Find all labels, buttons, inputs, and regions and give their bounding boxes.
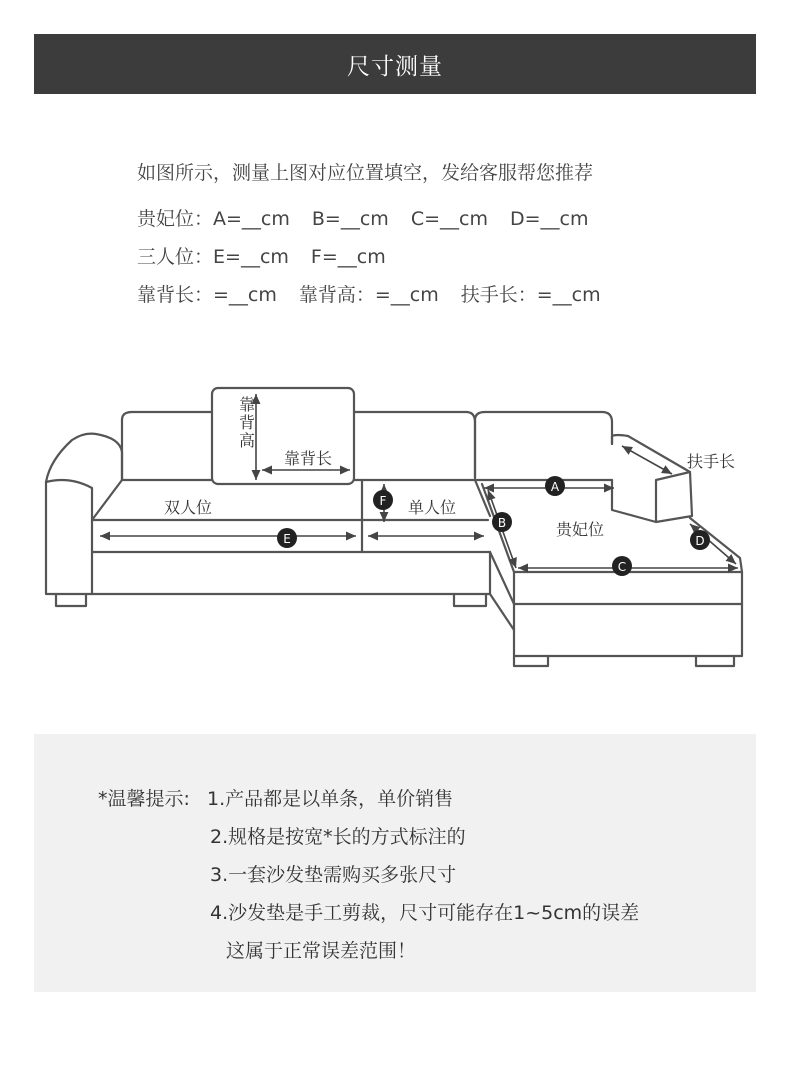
measure-c: C=__cm xyxy=(410,208,488,230)
instructions xyxy=(137,154,757,314)
sofa-outline xyxy=(46,412,742,666)
svg-text:E: E xyxy=(283,532,291,546)
chaise-measure-row xyxy=(137,200,757,238)
marker-b xyxy=(492,512,512,532)
chaise-label: 贵妃位 xyxy=(556,520,605,539)
tip-2: 2.规格是按宽*长的方式标注的 xyxy=(210,826,466,848)
measure-b: B=__cm xyxy=(311,208,389,230)
tip-3: 3.一套沙发垫需购买多张尺寸 xyxy=(210,864,457,886)
marker-f xyxy=(373,490,393,510)
marker-c xyxy=(612,556,632,576)
double-seat-label: 双人位 xyxy=(164,498,213,517)
sofa-diagram xyxy=(0,340,790,700)
cushion-measure-row xyxy=(137,276,757,314)
measure-armrest-length: 扶手长：=__cm xyxy=(460,284,601,306)
measure-back-height: 靠背高：=__cm xyxy=(298,284,439,306)
marker-d xyxy=(690,530,710,550)
marker-a xyxy=(545,476,565,496)
svg-text:C: C xyxy=(617,560,627,574)
svg-text:D: D xyxy=(695,534,705,548)
three-seat-measure-row xyxy=(137,238,757,276)
header-bar xyxy=(34,34,756,94)
svg-text:A: A xyxy=(550,480,560,494)
back-height-label: 靠背高 xyxy=(236,396,256,450)
marker-e xyxy=(277,528,297,548)
armrest-length-label: 扶手长 xyxy=(687,452,736,471)
tip-4: 4.沙发垫是手工剪裁，尺寸可能存在1~5cm的误差 xyxy=(210,902,640,924)
measure-back-length: 靠背长：=__cm xyxy=(137,284,277,306)
svg-text:B: B xyxy=(497,516,507,530)
row-label: 贵妃位： xyxy=(137,208,214,230)
tip-4-continued: 这属于正常误差范围！ xyxy=(226,940,417,962)
svg-text:F: F xyxy=(379,494,387,508)
measure-e: E=__cm xyxy=(213,246,289,268)
measure-a: A=__cm xyxy=(213,208,290,230)
instructions-intro: 如图所示，测量上图对应位置填空，发给客服帮您推荐 xyxy=(137,162,594,184)
measure-d: D=__cm xyxy=(509,208,589,230)
row-label: 三人位： xyxy=(137,246,214,268)
back-length-label: 靠背长 xyxy=(284,449,333,468)
measure-f: F=__cm xyxy=(310,246,386,268)
single-seat-label: 单人位 xyxy=(408,498,457,517)
tip-1: 1.产品都是以单条，单价销售 xyxy=(207,788,454,810)
tips-label: *温馨提示: xyxy=(98,788,190,810)
page-title: 尺寸测量 xyxy=(347,53,443,80)
